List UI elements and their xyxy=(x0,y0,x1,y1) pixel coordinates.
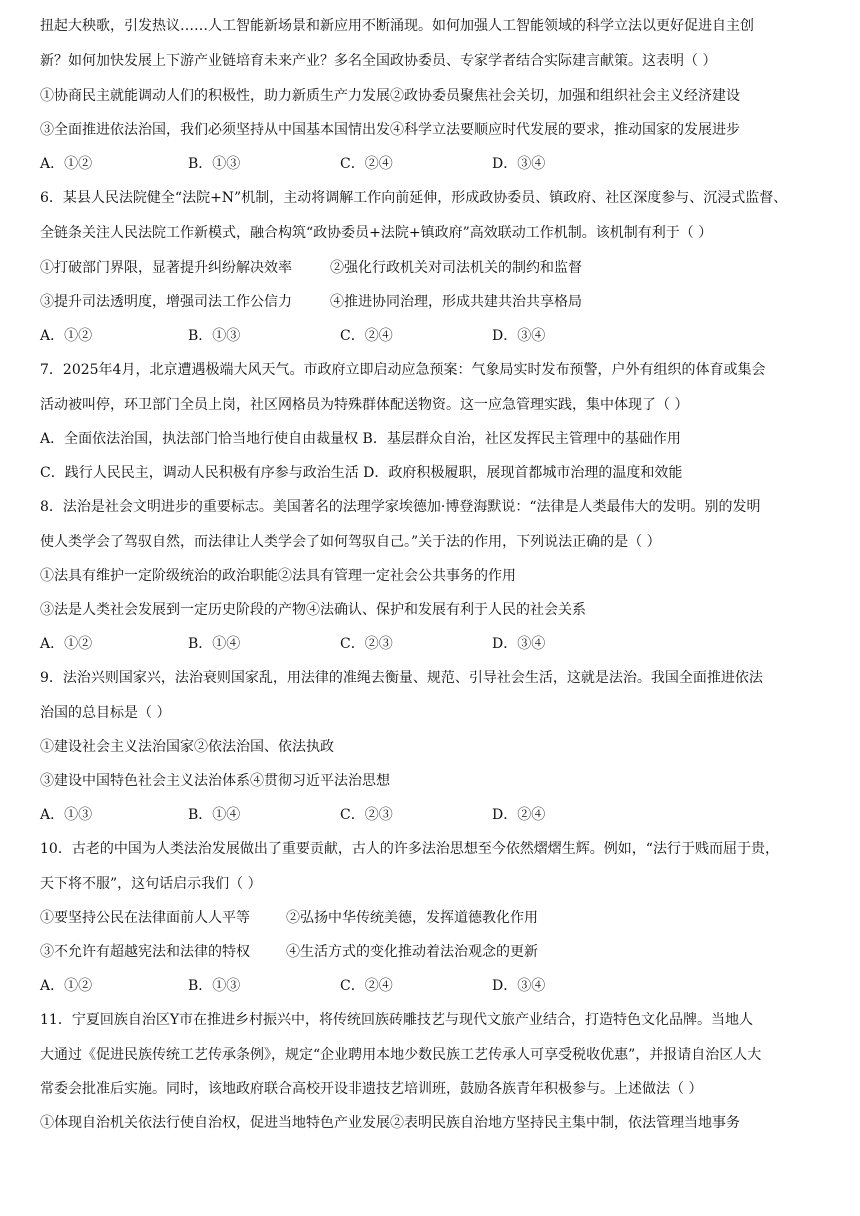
q5-option-c[interactable]: C．②④ xyxy=(340,156,393,172)
q11-statement-line: ①体现自治机关依法行使自治权，促进当地特色产业发展②表明民族自治地方坚持民主集中制，依法管理当地事务 xyxy=(40,1115,740,1131)
q10-stem-line: 天下将不服”，这句话启示我们（ ） xyxy=(40,876,262,892)
q10-option-d[interactable]: D．③④ xyxy=(492,978,546,994)
q10-statement-1: ①要坚持公民在法律面前人人平等 xyxy=(40,910,250,926)
q6-statement-row xyxy=(40,258,582,278)
q8-option-a[interactable]: A．①② xyxy=(40,636,93,652)
q9-option-d[interactable]: D．②④ xyxy=(492,807,546,823)
q8-stem-line: 使人类学会了驾驭自然，而法律让人类学会了如何驾驭自己。”关于法的作用，下列说法正确的是（ ） xyxy=(40,534,661,550)
q8-statement-line: ①法具有维护一定阶级统治的政治职能②法具有管理一定社会公共事务的作用 xyxy=(40,568,516,584)
q9-option-b[interactable]: B．①④ xyxy=(188,807,241,823)
q10-statement-row xyxy=(40,908,538,928)
q6-option-d[interactable]: D．③④ xyxy=(492,328,546,344)
q10-statement-4: ④生活方式的变化推动着法治观念的更新 xyxy=(286,944,538,960)
q6-statement-2: ②强化行政机关对司法机关的制约和监督 xyxy=(330,260,582,276)
q8-options xyxy=(40,634,820,654)
q6-statement-4: ④推进协同治理，形成共建共治共享格局 xyxy=(330,294,582,310)
q11-stem-line: 11．宁夏回族自治区Y市在推进乡村振兴中，将传统回族砖雕技艺与现代文旅产业结合，打造特色文化品牌。当地人 xyxy=(40,1012,754,1028)
q7-option-line[interactable]: A．全面依法治国，执法部门恰当地行使自由裁量权 B．基层群众自治，社区发挥民主管理中的基础作用 xyxy=(40,431,681,447)
q5-option-b[interactable]: B．①③ xyxy=(188,156,241,172)
q9-stem-line: 9．法治兴则国家兴，法治衰则国家乱，用法律的准绳去衡量、规范、引导社会生活，这就是法治。我国全面推进依法 xyxy=(40,670,763,686)
q5-stem-line: 新？如何加快发展上下游产业链培育未来产业？多名全国政协委员、专家学者结合实际建言献策。这表明（ ） xyxy=(40,53,717,69)
q5-option-d[interactable]: D．③④ xyxy=(492,156,546,172)
q6-options xyxy=(40,326,820,346)
q7-stem-line: 7．2025年4月，北京遭遇极端大风天气。市政府立即启动应急预案：气象局实时发布预警，户外有组织的体育或集会 xyxy=(40,362,766,378)
q11-stem-line: 大通过《促进民族传统工艺传承条例》，规定“企业聘用本地少数民族工艺传承人可享受税收优惠”，并报请自治区人大 xyxy=(40,1047,762,1063)
q6-option-c[interactable]: C．②④ xyxy=(340,328,393,344)
q10-statement-3: ③不允许有超越宪法和法律的特权 xyxy=(40,944,250,960)
q10-option-a[interactable]: A．①② xyxy=(40,978,93,994)
q9-statement-line: ③建设中国特色社会主义法治体系④贯彻习近平法治思想 xyxy=(40,773,390,789)
q6-statement-row xyxy=(40,292,582,312)
q9-statement-line: ①建设社会主义法治国家②依法治国、依法执政 xyxy=(40,739,334,755)
q10-statement-row xyxy=(40,942,538,962)
q10-stem-line: 10．古老的中国为人类法治发展做出了重要贡献，古人的许多法治思想至今依然熠熠生辉。例如，“法行于贱而屈于贵， xyxy=(40,841,779,857)
q8-option-c[interactable]: C．②③ xyxy=(340,636,393,652)
q6-statement-1: ①打破部门界限，显著提升纠纷解决效率 xyxy=(40,260,292,276)
q5-option-a[interactable]: A．①② xyxy=(40,156,93,172)
q6-statement-3: ③提升司法透明度，增强司法工作公信力 xyxy=(40,294,292,310)
q8-option-b[interactable]: B．①④ xyxy=(188,636,241,652)
q5-stem-line: 扭起大秧歌，引发热议……人工智能新场景和新应用不断涌现。如何加强人工智能领域的科学立法以更好促进自主创 xyxy=(40,18,754,34)
q10-option-c[interactable]: C．②④ xyxy=(340,978,393,994)
q6-stem-line: 全链条关注人民法院工作新模式，融合构筑“政协委员+法院+镇政府”高效联动工作机制。该机制有利于（ ） xyxy=(40,225,713,241)
q9-option-a[interactable]: A．①③ xyxy=(40,807,93,823)
q5-statement-line: ①协商民主就能调动人们的积极性，助力新质生产力发展②政协委员聚焦社会关切，加强和组织社会主义经济建设 xyxy=(40,88,740,104)
q7-stem-line: 活动被叫停，环卫部门全员上岗，社区网格员为特殊群体配送物资。这一应急管理实践，集中体现了（ ） xyxy=(40,397,689,413)
q8-statement-line: ③法是人类社会发展到一定历史阶段的产物④法确认、保护和发展有利于人民的社会关系 xyxy=(40,602,586,618)
q5-statement-line: ③全面推进依法治国，我们必须坚持从中国基本国情出发④科学立法要顺应时代发展的要求，推动国家的发展进步 xyxy=(40,122,740,138)
q11-stem-line: 常委会批准后实施。同时，该地政府联合高校开设非遗技艺培训班，鼓励各族青年积极参与。上述做法（ ） xyxy=(40,1081,703,1097)
q10-statement-2: ②弘扬中华传统美德，发挥道德教化作用 xyxy=(286,910,538,926)
q6-option-b[interactable]: B．①③ xyxy=(188,328,241,344)
q8-option-d[interactable]: D．③④ xyxy=(492,636,546,652)
q6-option-a[interactable]: A．①② xyxy=(40,328,93,344)
q7-option-line[interactable]: C．践行人民民主，调动人民积极有序参与政治生活 D．政府积极履职，展现首都城市治理的温度和效能 xyxy=(40,465,683,481)
q9-stem-line: 治国的总目标是（ ） xyxy=(40,705,171,721)
q6-stem-line: 6．某县人民法院健全“法院+N”机制，主动将调解工作向前延伸，形成政协委员、镇政府、社区深度参与、沉浸式监督、 xyxy=(40,190,788,206)
q8-stem-line: 8．法治是社会文明进步的重要标志。美国著名的法理学家埃德加·博登海默说：“法律是人类最伟大的发明。别的发明 xyxy=(40,499,761,515)
q5-options xyxy=(40,154,820,174)
q10-options xyxy=(40,976,820,996)
q10-option-b[interactable]: B．①③ xyxy=(188,978,241,994)
q9-option-c[interactable]: C．②③ xyxy=(340,807,393,823)
q9-options xyxy=(40,805,820,825)
